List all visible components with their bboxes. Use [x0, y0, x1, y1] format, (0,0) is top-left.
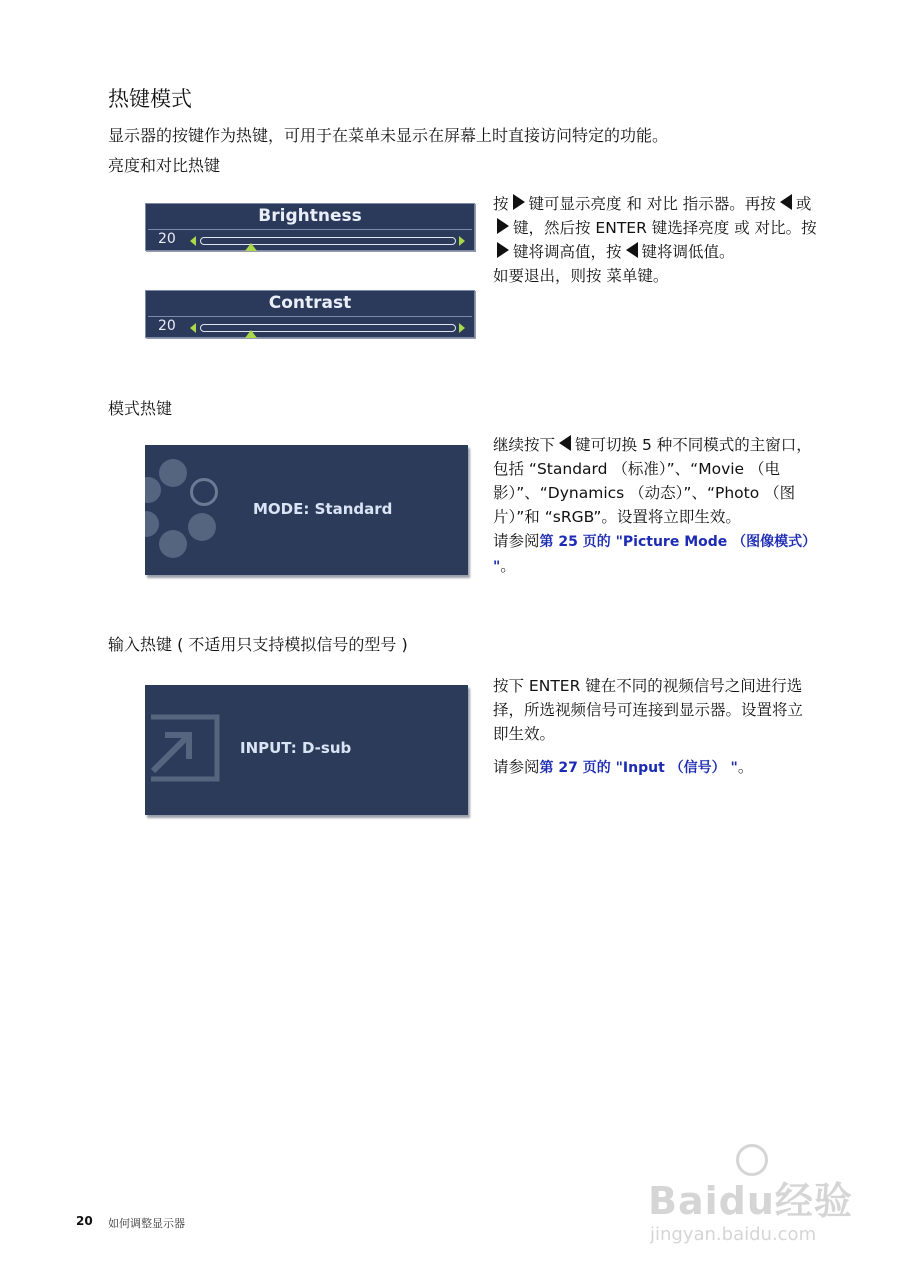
right-triangle-icon	[497, 218, 509, 234]
watermark-url: jingyan.baidu.com	[650, 1224, 817, 1245]
exit-instruction: 如要退出，则按 菜单键。	[493, 267, 669, 285]
right-triangle-icon	[513, 194, 525, 210]
mode-description: 继续按下 键可切换 5 种不同模式的主窗口，包括 “Standard （标准）”、“Movie （电影）”、“Dynamics （动态）”、“Photo （图片）”和 “sRGB”。设置将立即生效。 请参阅第 25 页的 "Picture Mode （图像模式） "。	[493, 436, 817, 575]
mode-dot-icon	[159, 530, 187, 558]
contrast-slider-track	[200, 324, 456, 332]
brightness-slider-track	[200, 237, 456, 245]
watermark-brand: Baidu经验	[648, 1179, 853, 1223]
contrast-value: 20	[158, 318, 176, 334]
mode-ring-icon	[190, 478, 218, 506]
left-arrow-icon	[190, 236, 196, 246]
baidu-watermark	[640, 1140, 870, 1250]
page-number: 20	[76, 1214, 93, 1228]
left-triangle-icon	[559, 435, 571, 451]
contrast-osd-title: Contrast	[268, 293, 352, 313]
left-triangle-icon	[626, 242, 638, 258]
intro-text: 显示器的按键作为热键，可用于在菜单未显示在屏幕上时直接访问特定的功能。	[108, 126, 669, 145]
input-osd	[145, 685, 468, 815]
picture-mode-link[interactable]: 第 25 页的 "Picture Mode （图像模式） "	[493, 534, 817, 575]
section-title-brightness-contrast: 亮度和对比热键	[108, 156, 221, 175]
contrast-osd	[145, 290, 475, 338]
osd-divider	[148, 229, 472, 230]
input-osd-label: INPUT: D-sub	[240, 739, 352, 757]
left-triangle-icon	[780, 194, 792, 210]
brightness-value: 20	[158, 231, 176, 247]
input-link[interactable]: 第 27 页的 "Input （信号） "	[539, 760, 738, 776]
mode-dot-icon	[145, 511, 159, 537]
section-title-input: 输入热键 ( 不适用只支持模拟信号的型号 )	[108, 635, 408, 654]
brightness-contrast-description: 按 键可显示亮度 和 对比 指示器。再按 或键，然后按 ENTER 键选择亮度 或 对比。按键将调高值，按 键将调低值。 如要退出，则按 菜单键。	[493, 192, 818, 288]
section-title-mode: 模式热键	[108, 399, 173, 418]
mode-dot-icon	[188, 513, 216, 541]
mode-dot-icon	[159, 459, 187, 487]
page-heading: 热键模式	[108, 87, 192, 111]
brightness-slider-thumb	[245, 243, 257, 251]
right-triangle-icon	[497, 242, 509, 258]
left-arrow-icon	[190, 323, 196, 333]
right-arrow-icon	[459, 236, 465, 246]
mode-dot-icon	[145, 477, 161, 503]
brightness-osd-title: Brightness	[258, 206, 362, 226]
osd-divider	[148, 316, 472, 317]
right-arrow-icon	[459, 323, 465, 333]
contrast-slider-thumb	[245, 330, 257, 338]
chapter-title: 如何调整显示器	[108, 1217, 185, 1230]
input-source-icon	[145, 709, 221, 799]
mode-osd-label: MODE: Standard	[253, 500, 393, 518]
brightness-osd	[145, 203, 475, 251]
input-description: 按下 ENTER 键在不同的视频信号之间进行选择，所选视频信号可连接到显示器。设置将立即生效。 请参阅第 27 页的 "Input （信号） "。	[493, 677, 804, 776]
mode-osd	[145, 445, 468, 575]
